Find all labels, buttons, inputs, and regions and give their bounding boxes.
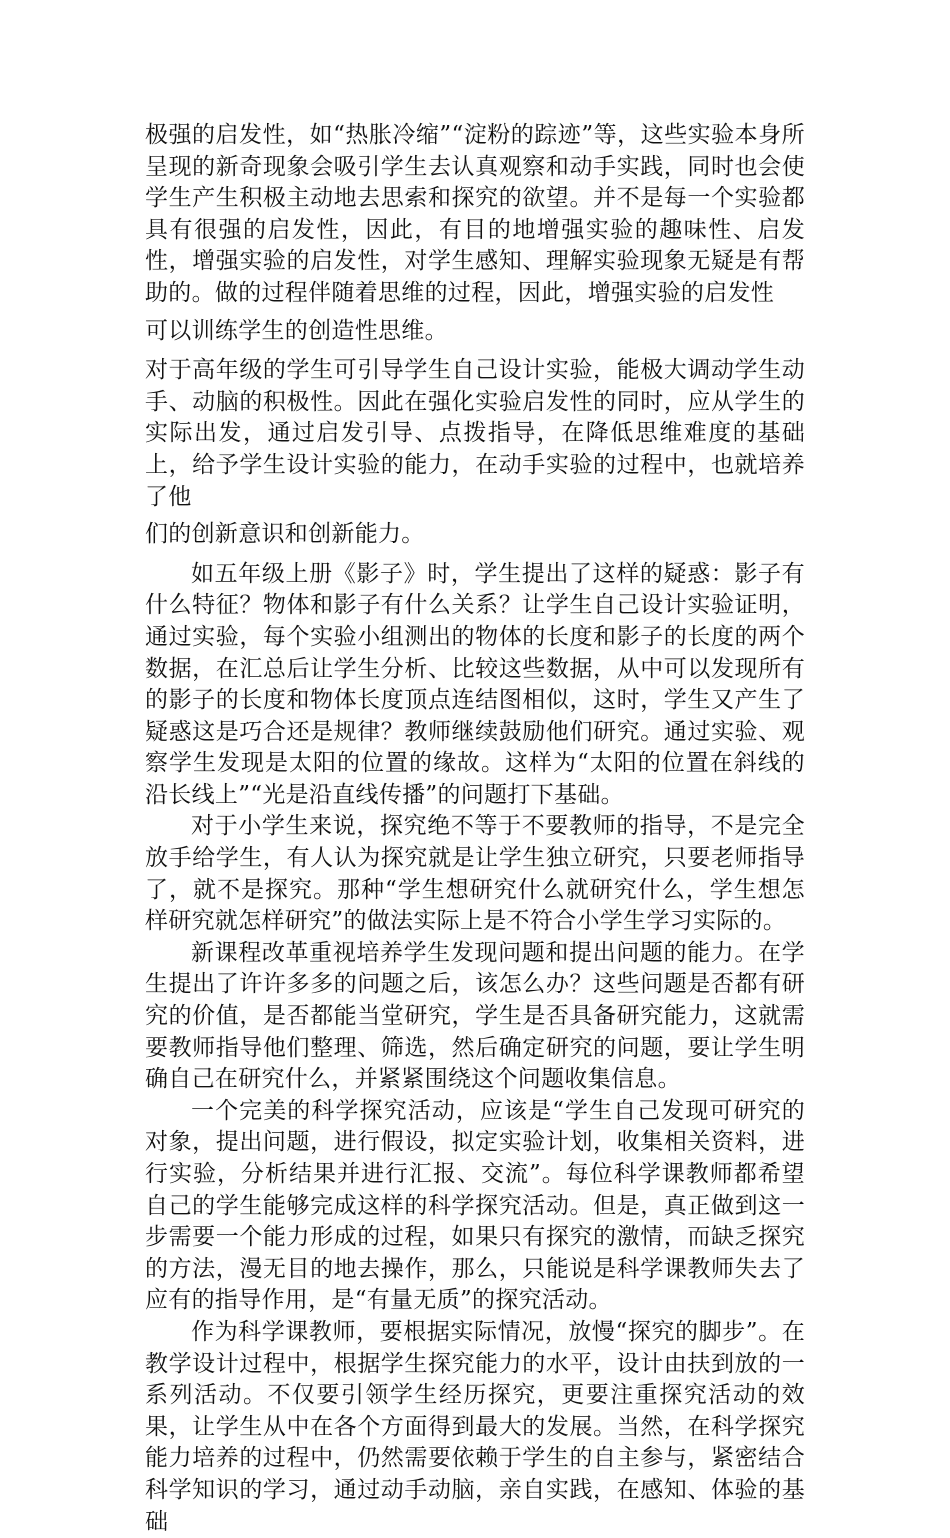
- paragraph-experiment-inspiration: [145, 120, 805, 347]
- paragraph-question-ability: 新课程改革重视培养学生发现问题和提出问题的能力。在学生提出了许许多多的问题之后，该怎么办？这些问题是否都有研究的价值，是否都能当堂研究，学生是否具备研究能力，这就需要教师指导他们整理、筛选，然后确定研究的问题，要让学生明确自己在研究什么，并紧紧围绕这个问题收集信息。: [145, 939, 805, 1093]
- paragraph-text: 对于高年级的学生可引导学生自己设计实验，能极大调动学生动手、动脑的积极性。因此在强化实验启发性的同时，应从学生的实际出发，通过启发引导、点拨指导，在降低思维难度的基础上，给予学生设计实验的能力，在动手实验的过程中，也就培养了他: [145, 357, 805, 510]
- document-page: [145, 120, 805, 1538]
- paragraph-design-experiment: [145, 355, 805, 551]
- paragraph-text: 极强的启发性，如“热胀冷缩”“淀粉的踪迹”等，这些实验本身所呈现的新奇现象会吸引学生去认真观察和动手实践，同时也会使学生产生积极主动地去思索和探究的欲望。并不是每一个实验都具有很强的启发性，因此，有目的地增强实验的趣味性、启发性，增强实验的启发性，对学生感知、理解实验现象无疑是有帮助的。做的过程伴随着思维的过程，因此，增强实验的启发性: [145, 122, 805, 306]
- paragraph-complete-inquiry: 一个完美的科学探究活动，应该是“学生自己发现可研究的对象，提出问题，进行假设，拟定实验计划，收集相关资料，进行实验，分析结果并进行汇报、交流”。每位科学课教师都希望自己的学生能够完成这样的科学探究活动。但是，真正做到这一步需要一个能力形成的过程，如果只有探究的激情，而缺乏探究的方法，漫无目的地去操作，那么，只能说是科学课教师失去了应有的指导作用，是“有量无质”的探究活动。: [145, 1097, 805, 1314]
- paragraph-tail: 可以训练学生的创造性思维。: [145, 317, 448, 344]
- paragraph-slow-down-inquiry: 作为科学课教师，要根据实际情况，放慢“探究的脚步”。在教学设计过程中，根据学生探究能力的水平，设计由扶到放的一系列活动。不仅要引领学生经历探究，更要注重探究活动的效果，让学生从中在各个方面得到最大的发展。当然，在科学探究能力培养的过程中，仍然需要依赖于学生的自主参与，紧密结合科学知识的学习，通过动手动脑，亲自实践，在感知、体验的基础: [145, 1318, 805, 1535]
- paragraph-teacher-guidance: 对于小学生来说，探究绝不等于不要教师的指导，不是完全放手给学生，有人认为探究就是让学生独立研究，只要老师指导了，就不是探究。那种“学生想研究什么就研究什么，学生想怎样研究就怎样研究”的做法实际上是不符合小学生学习实际的。: [145, 813, 805, 935]
- paragraph-tail: 们的创新意识和创新能力。: [145, 521, 425, 548]
- paragraph-shadow-example: 如五年级上册《影子》时，学生提出了这样的疑惑：影子有什么特征？物体和影子有什么关系？让学生自己设计实验证明，通过实验，每个实验小组测出的物体的长度和影子的长度的两个数据，在汇总后让学生分析、比较这些数据，从中可以发现所有的影子的长度和物体长度顶点连结图相似，这时，学生又产生了疑惑这是巧合还是规律？教师继续鼓励他们研究。通过实验、观察学生发现是太阳的位置的缘故。这样为“太阳的位置在斜线的沿长线上”“光是沿直线传播”的问题打下基础。: [145, 560, 805, 808]
